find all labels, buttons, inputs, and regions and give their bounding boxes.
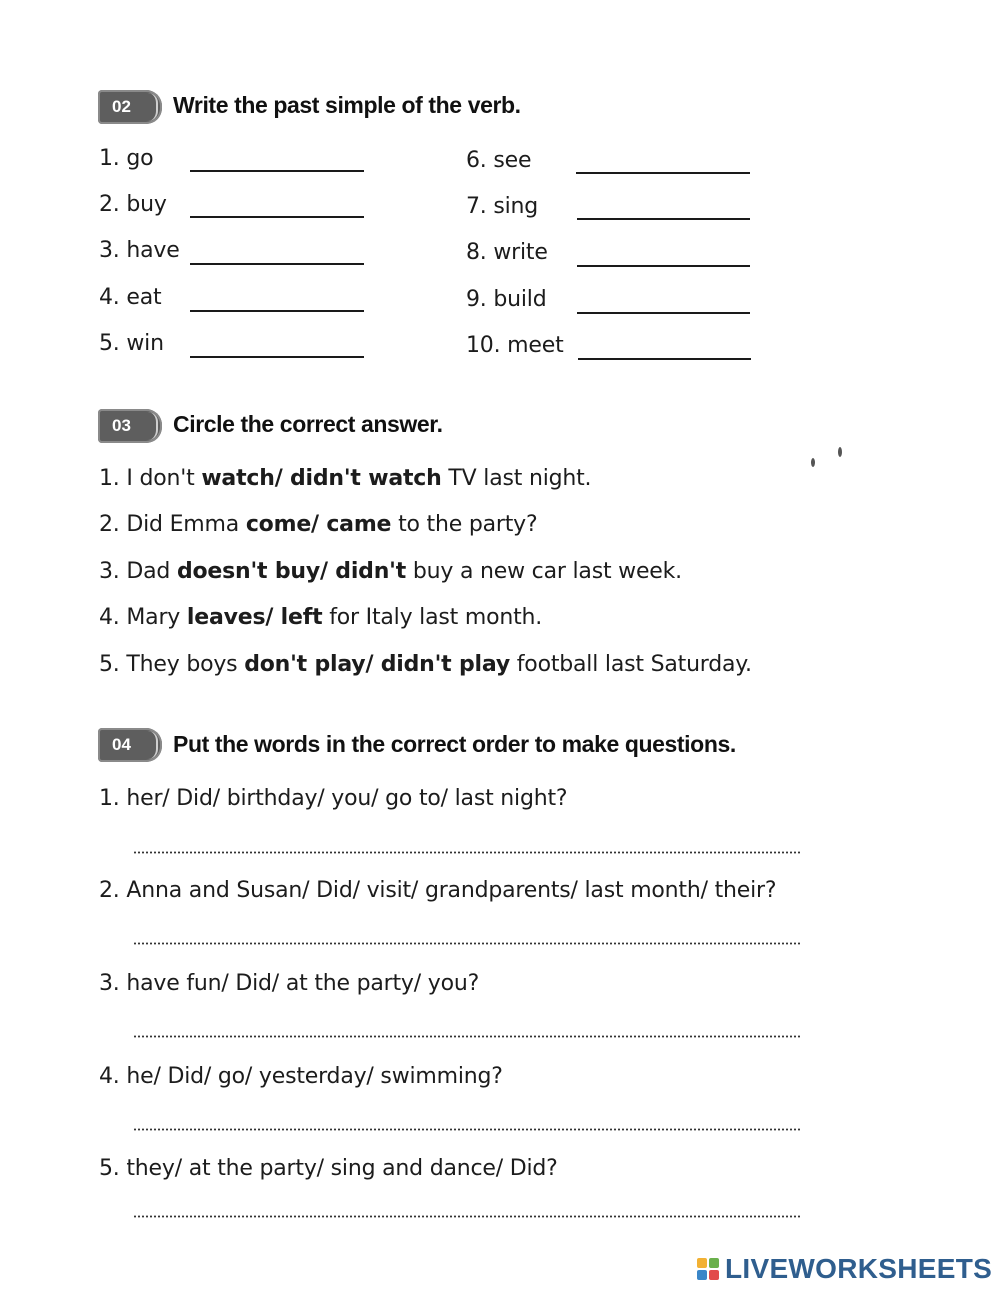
section-3-badge: 03 [98, 409, 162, 443]
logo-grid-icon [697, 1258, 719, 1280]
circle-item-2-pre: 2. Did Emma [99, 512, 246, 537]
verb-item-4: 4. eat [99, 285, 162, 310]
answer-blank-9[interactable] [577, 312, 750, 314]
circle-item-1 [99, 466, 591, 491]
question-item-1: 1. her/ Did/ birthday/ you/ go to/ last night? [99, 786, 568, 811]
section-4-badge: 04 [98, 728, 162, 762]
circle-item-5-post: football last Saturday. [509, 652, 752, 677]
question-item-4: 4. he/ Did/ go/ yesterday/ swimming? [99, 1064, 503, 1089]
answer-blank-3[interactable] [190, 263, 364, 265]
section-4-title: Put the words in the correct order to make questions. [173, 731, 736, 757]
answer-line-1[interactable] [133, 851, 801, 854]
liveworksheets-logo [697, 1254, 992, 1284]
circle-item-3-options[interactable]: doesn't buy/ didn't [176, 559, 407, 584]
question-item-3: 3. have fun/ Did/ at the party/ you? [99, 971, 480, 996]
answer-line-2[interactable] [133, 942, 801, 945]
circle-item-5-options[interactable]: don't play/ didn't play [244, 652, 510, 677]
verb-item-7: 7. sing [466, 194, 539, 219]
verb-item-9: 9. build [466, 287, 547, 312]
answer-line-3[interactable] [133, 1035, 801, 1038]
verb-item-8: 8. write [466, 240, 548, 265]
answer-blank-8[interactable] [577, 265, 750, 267]
section-2-title: Write the past simple of the verb. [173, 92, 521, 118]
verb-item-10: 10. meet [466, 333, 564, 358]
verb-item-5: 5. win [99, 331, 164, 356]
circle-item-4 [99, 605, 542, 630]
brand-name: LIVEWORKSHEETS [725, 1253, 993, 1284]
verb-item-2: 2. buy [99, 192, 167, 217]
answer-blank-7[interactable] [577, 218, 750, 220]
answer-line-4[interactable] [133, 1128, 801, 1131]
circle-item-1-options[interactable]: watch/ didn't watch [201, 466, 442, 491]
circle-item-5-pre: 5. They boys [99, 652, 245, 677]
answer-line-5[interactable] [133, 1215, 801, 1218]
circle-item-5 [99, 652, 752, 677]
question-item-2: 2. Anna and Susan/ Did/ visit/ grandparents/ last month/ their? [99, 878, 777, 903]
scan-smudge [811, 458, 815, 467]
answer-blank-2[interactable] [190, 216, 364, 218]
circle-item-4-options[interactable]: leaves/ left [186, 605, 323, 630]
question-item-5: 5. they/ at the party/ sing and dance/ Did? [99, 1156, 558, 1181]
circle-item-3-pre: 3. Dad [99, 559, 177, 584]
circle-item-2-options[interactable]: come/ came [245, 512, 392, 537]
verb-item-6: 6. see [466, 148, 532, 173]
scan-smudge [838, 447, 842, 457]
circle-item-1-pre: 1. I don't [99, 466, 202, 491]
circle-item-3 [99, 559, 682, 584]
circle-item-3-post: buy a new car last week. [406, 559, 682, 584]
circle-item-2-post: to the party? [391, 512, 538, 537]
answer-blank-6[interactable] [576, 172, 750, 174]
answer-blank-4[interactable] [190, 310, 364, 312]
circle-item-2 [99, 512, 537, 537]
circle-item-1-post: TV last night. [441, 466, 592, 491]
answer-blank-5[interactable] [190, 356, 364, 358]
section-2-badge: 02 [98, 90, 162, 124]
verb-item-1: 1. go [99, 146, 154, 171]
answer-blank-1[interactable] [190, 170, 364, 172]
section-3-title: Circle the correct answer. [173, 411, 443, 437]
circle-item-4-post: for Italy last month. [322, 605, 543, 630]
verb-item-3: 3. have [99, 238, 180, 263]
circle-item-4-pre: 4. Mary [99, 605, 187, 630]
answer-blank-10[interactable] [578, 358, 751, 360]
